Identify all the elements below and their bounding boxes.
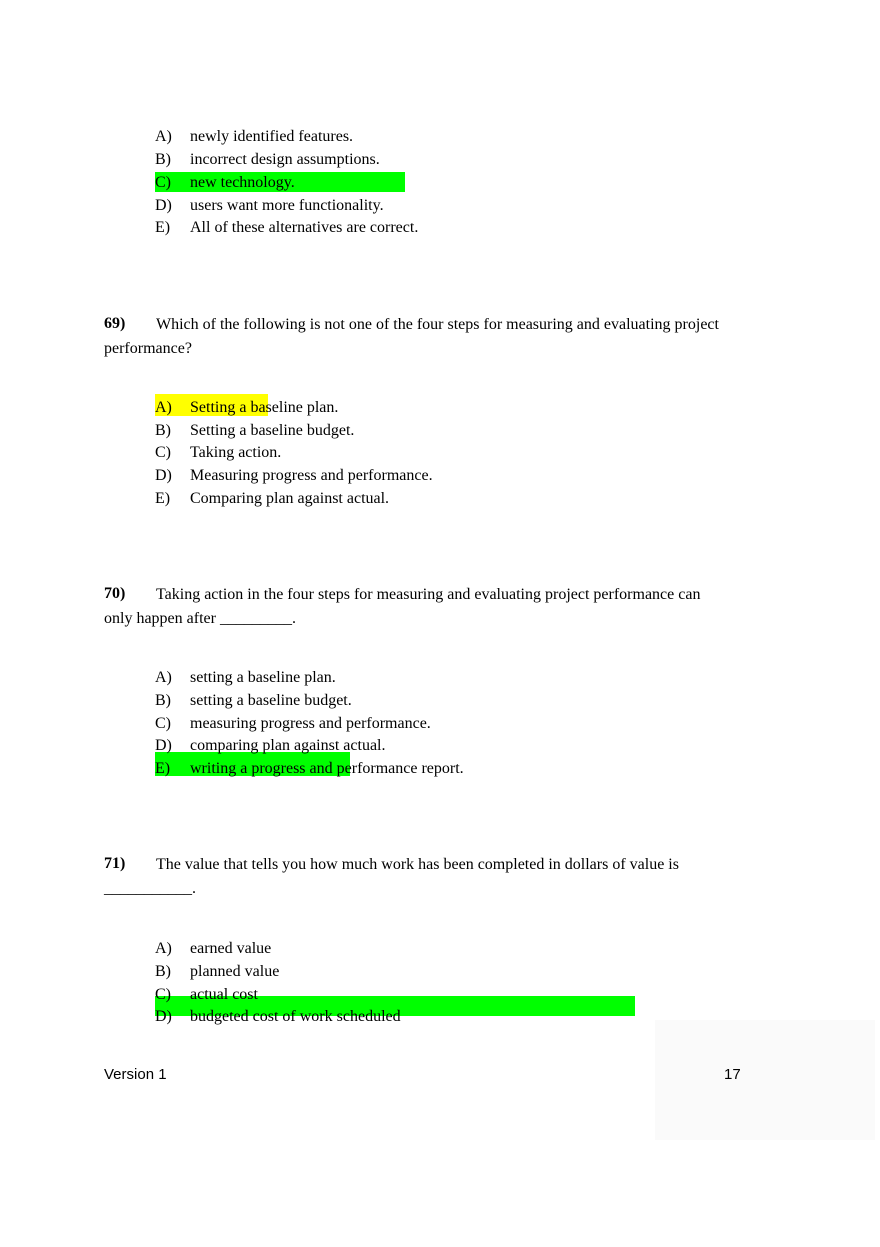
question-text-line-2: ___________. xyxy=(104,880,196,897)
footer-page-number: 17 xyxy=(724,1066,741,1083)
scan-shade xyxy=(655,1020,875,1140)
option-b: B) incorrect design assumptions. xyxy=(155,151,380,168)
option-c: C) new technology. xyxy=(155,174,295,191)
question-text-line-1: Which of the following is not one of the four steps for measuring and evaluating project xyxy=(156,316,719,333)
option-b: B) Setting a baseline budget. xyxy=(155,422,355,439)
option-b: B) planned value xyxy=(155,963,280,980)
option-a: A) earned value xyxy=(155,940,272,957)
option-a: A) newly identified features. xyxy=(155,128,354,145)
option-a: A) setting a baseline plan. xyxy=(155,669,336,686)
option-c: C) Taking action. xyxy=(155,444,282,461)
option-d: D) comparing plan against actual. xyxy=(155,737,386,754)
question-number: 69) xyxy=(104,315,126,332)
question-number: 71) xyxy=(104,855,126,872)
question-number: 70) xyxy=(104,585,126,602)
question-text-line-1: The value that tells you how much work has been completed in dollars of value is xyxy=(156,856,679,873)
question-text-line-1: Taking action in the four steps for measuring and evaluating project performance can xyxy=(156,586,701,603)
question-text-line-2: only happen after _________. xyxy=(104,610,296,627)
option-b: B) setting a baseline budget. xyxy=(155,692,352,709)
option-d: D) Measuring progress and performance. xyxy=(155,467,433,484)
option-a: A) Setting a baseline plan. xyxy=(155,399,339,416)
option-c: C) measuring progress and performance. xyxy=(155,715,431,732)
question-text-line-2: performance? xyxy=(104,340,192,357)
footer-version: Version 1 xyxy=(104,1066,167,1083)
option-d: D) users want more functionality. xyxy=(155,197,384,214)
option-d: D) budgeted cost of work scheduled xyxy=(155,1008,401,1025)
option-e: E) Comparing plan against actual. xyxy=(155,490,390,507)
option-c: C) actual cost xyxy=(155,986,258,1003)
option-e: E) writing a progress and performance report. xyxy=(155,760,464,777)
option-e: E) All of these alternatives are correct. xyxy=(155,219,419,236)
